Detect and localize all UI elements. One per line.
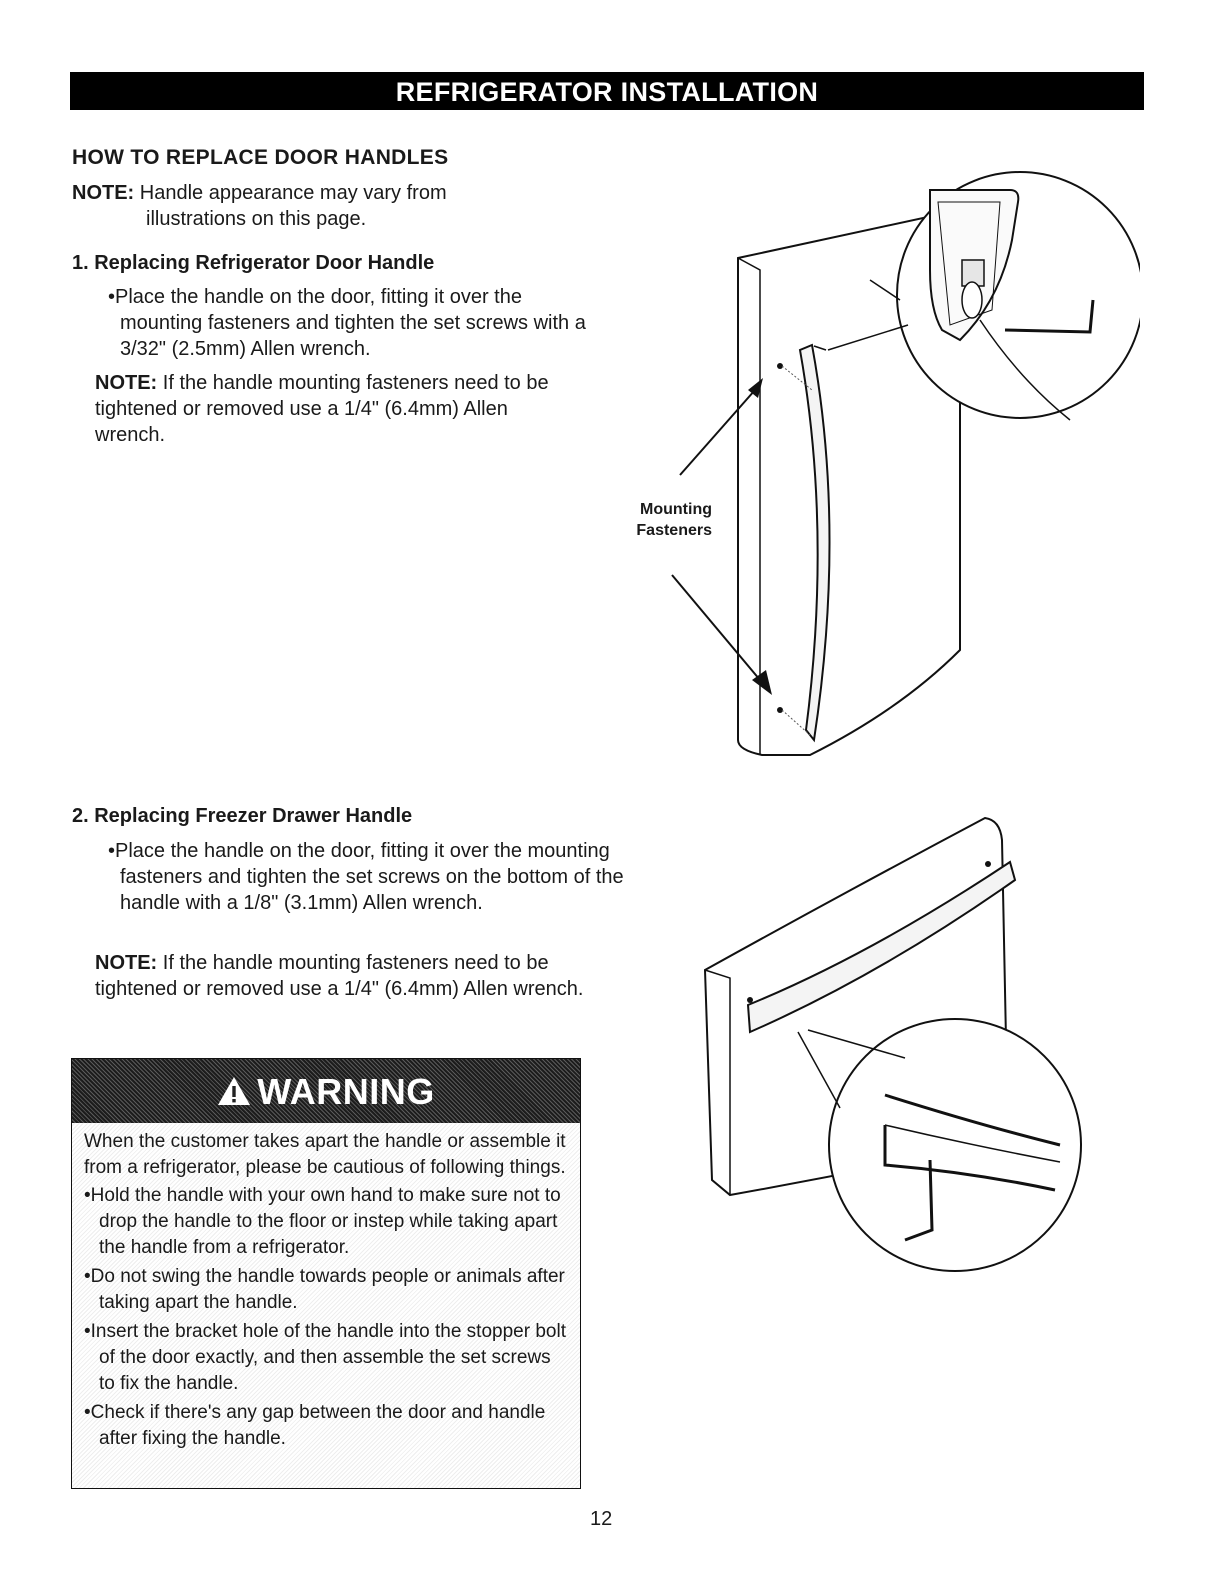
warning-item: •Check if there's any gap between the door and handle after fixing the handle. — [84, 1402, 546, 1449]
mounting-fasteners-label — [612, 499, 712, 541]
page-number: 12 — [590, 1508, 613, 1530]
warning-item: •Hold the handle with your own hand to make sure not to drop the handle to the floor or instep while taking apart the handle from a refrigerator. — [84, 1185, 561, 1258]
step2-note — [95, 950, 615, 1002]
note-text-line2: illustrations on this page. — [146, 208, 367, 230]
step1-instruction: •Place the handle on the door, fitting it over the mounting fasteners and tighten the set screws with a 3/32" (2.5mm) Allen wrench. — [108, 286, 586, 360]
warning-title: WARNING — [257, 1071, 435, 1112]
freezer-drawer-illustration — [690, 800, 1110, 1300]
step2-bullet-text: Place the handle on the door, fitting it over the mounting fasteners and tighten the set screws on the bottom of the handle with a 1/8" (3.1mm) Allen wrench. — [115, 840, 624, 914]
step1-note — [95, 370, 565, 448]
step1-note-label: NOTE: — [95, 372, 158, 394]
step2-note-text: If the handle mounting fasteners need to be tightened or removed use a 1/4" (6.4mm) Allen wrench. — [95, 952, 584, 1000]
mounting-fasteners-label-line2: Fasteners — [636, 522, 712, 539]
step1-title: 1. Replacing Refrigerator Door Handle — [72, 252, 435, 274]
warning-header — [72, 1059, 580, 1123]
step1-bullet-text: Place the handle on the door, fitting it over the mounting fasteners and tighten the set screws with a 3/32" (2.5mm) Allen wrench. — [115, 286, 586, 360]
warning-triangle-icon — [217, 1076, 251, 1106]
note-label: NOTE: — [72, 182, 135, 204]
warning-box — [71, 1058, 581, 1489]
warning-item-text: Check if there's any gap between the door and handle after fixing the handle. — [90, 1402, 546, 1449]
note-appearance — [72, 180, 532, 232]
refrigerator-door-illustration — [600, 150, 1140, 770]
detail-zoom-circle-2 — [829, 1019, 1081, 1271]
page-banner: REFRIGERATOR INSTALLATION — [70, 72, 1144, 110]
warning-item: •Insert the bracket hole of the handle into the stopper bolt of the door exactly, and then assemble the set screws to fix the handle. — [84, 1321, 566, 1394]
note-text-line1: Handle appearance may vary from — [139, 182, 447, 204]
step2-title: 2. Replacing Freezer Drawer Handle — [72, 805, 413, 827]
mounting-fasteners-label-line1: Mounting — [640, 501, 712, 518]
warning-item: •Do not swing the handle towards people or animals after taking apart the handle. — [84, 1266, 565, 1313]
warning-item-text: Hold the handle with your own hand to make sure not to drop the handle to the floor or instep while taking apart the handle from a refrigerator. — [90, 1185, 561, 1258]
warning-item-text: Do not swing the handle towards people or animals after taking apart the handle. — [90, 1266, 565, 1313]
left-fastener-icon — [747, 997, 753, 1003]
step1-note-text: If the handle mounting fasteners need to be tightened or removed use a 1/4" (6.4mm) Allen wrench. — [95, 372, 549, 446]
warning-item-text: Insert the bracket hole of the handle into the stopper bolt of the door exactly, and then assemble the set screws to fix the handle. — [90, 1321, 566, 1394]
right-fastener-icon — [985, 861, 991, 867]
warning-intro: When the customer takes apart the handle or assemble it from a refrigerator, please be cautious of following things. — [84, 1131, 566, 1178]
warning-body — [84, 1129, 570, 1455]
step2-note-label: NOTE: — [95, 952, 158, 974]
section-title: HOW TO REPLACE DOOR HANDLES — [72, 146, 449, 169]
step2-instruction: •Place the handle on the door, fitting it over the mounting fasteners and tighten the set screws on the bottom of the handle with a 1/8" (3.1mm) Allen wrench. — [108, 840, 624, 914]
